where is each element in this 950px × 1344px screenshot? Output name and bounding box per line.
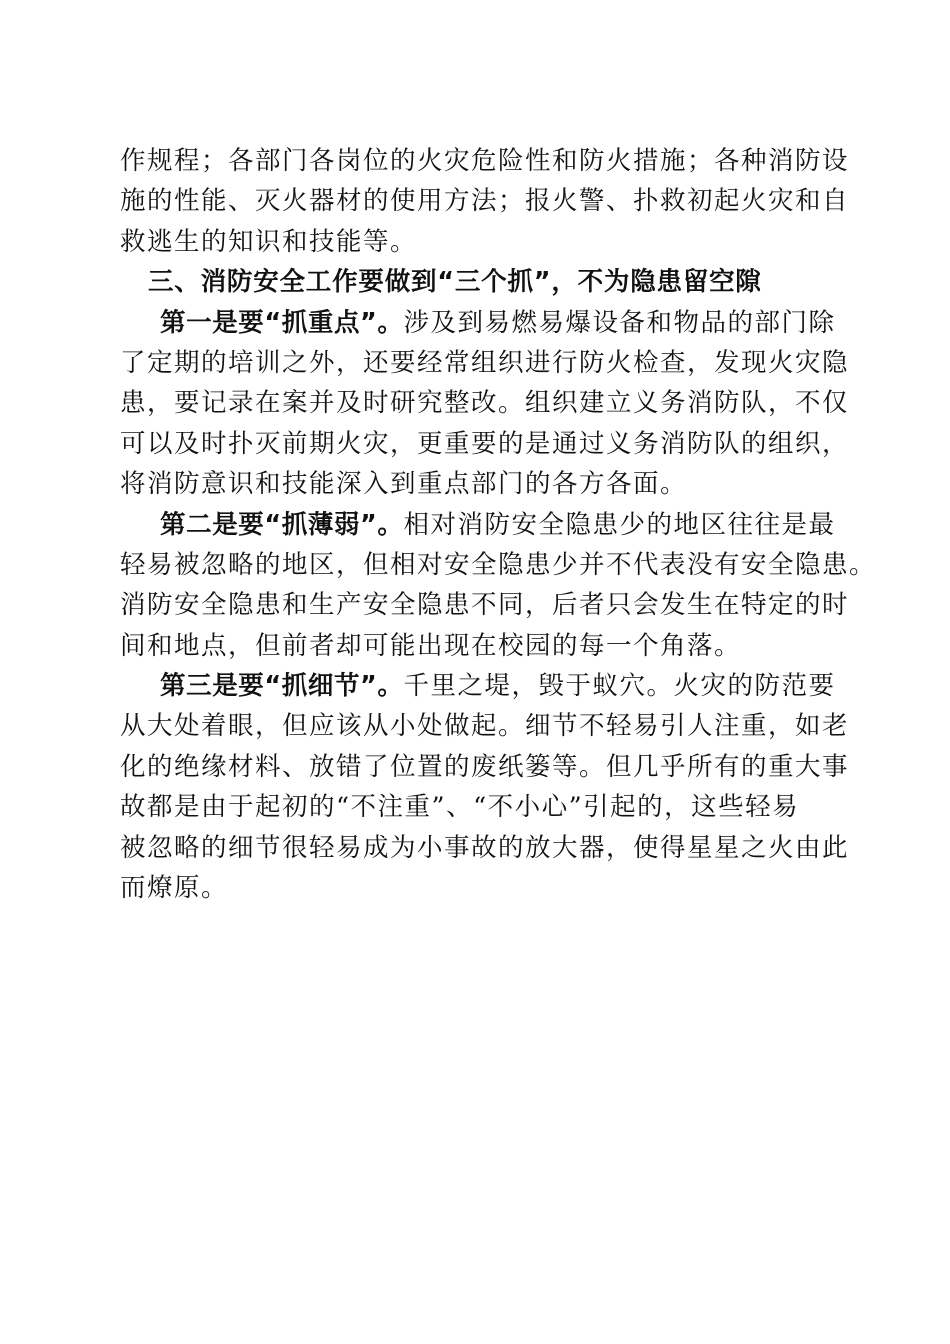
paragraph-lead: 第二是要“抓薄弱”。 [160, 509, 404, 540]
paragraph-first-line [120, 303, 836, 343]
intro-line: 作规程；各部门各岗位的火灾危险性和防火措施；各种消防设 [120, 146, 850, 176]
paragraph-lead: 第三是要“抓细节”。 [160, 671, 404, 702]
paragraph-first-line [120, 505, 836, 545]
paragraph-line: 了定期的培训之外，还要经常组织进行防火检查，发现火灾隐 [120, 347, 850, 378]
paragraph-focus-points [120, 303, 850, 505]
paragraph-line: 患，要记录在案并及时研究整改。组织建立义务消防队，不仅 [120, 388, 850, 419]
paragraph-line: 消防安全隐患和生产安全隐患不同，后者只会发生在特定的时 [120, 590, 850, 621]
paragraph-lead: 第一是要“抓重点”。 [160, 307, 404, 338]
paragraph-first-line-text: 千里之堤，毁于蚁穴。火灾的防范要 [403, 671, 836, 702]
paragraph-line: 被忽略的细节很轻易成为小事故的放大器，使得星星之火由此 [120, 832, 850, 863]
paragraph-weak-points [120, 505, 877, 667]
paragraph-line: 而燎原。 [120, 873, 229, 904]
paragraph-line: 可以及时扑灭前期火灾，更重要的是通过义务消防队的组织， [120, 428, 850, 459]
paragraph-first-line-text: 相对消防安全隐患少的地区往往是最 [403, 509, 836, 540]
paragraph-line: 故都是由于起初的“不注重”、“不小心”引起的，这些轻易 [120, 792, 800, 823]
paragraph-line: 从大处着眼，但应该从小处做起。细节不轻易引人注重，如老 [120, 711, 850, 742]
section-heading: 三、消防安全工作要做到“三个抓”，不为隐患留空隙 [148, 267, 762, 298]
paragraph-line: 轻易被忽略的地区，但相对安全隐患少并不代表没有安全隐患。 [120, 549, 877, 580]
paragraph-first-line-text: 涉及到易燃易爆设备和物品的部门除 [403, 307, 836, 338]
paragraph-details [120, 666, 850, 908]
paragraph-line: 化的绝缘材料、放错了位置的废纸篓等。但几乎所有的重大事 [120, 751, 850, 782]
intro-line: 施的性能、灭火器材的使用方法；报火警、扑救初起火灾和自 [120, 186, 850, 217]
paragraph-first-line [120, 666, 836, 706]
intro-line: 救逃生的知识和技能等。 [120, 226, 418, 257]
paragraph-line: 将消防意识和技能深入到重点部门的各方各面。 [120, 469, 688, 500]
paragraph-line: 间和地点，但前者却可能出现在校园的每一个角落。 [120, 630, 742, 661]
document-body [120, 141, 877, 908]
